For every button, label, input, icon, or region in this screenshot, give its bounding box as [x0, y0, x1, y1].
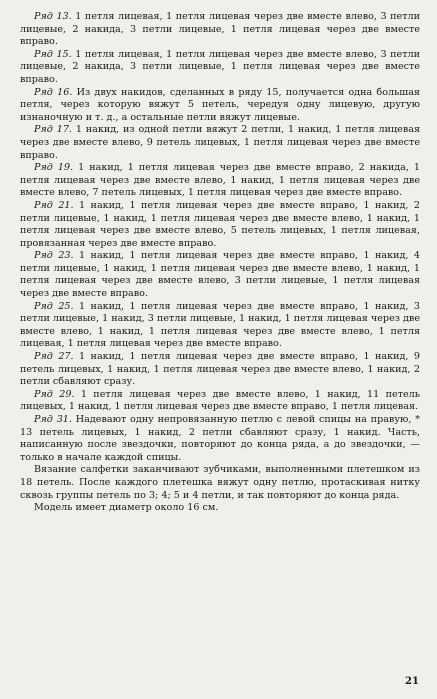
row-17-paragraph: [20, 124, 420, 162]
row-21-paragraph: [20, 200, 420, 250]
row-text: 1 накид, 1 петля лицевая через две вместе вправо, 1 накид, 9 петель лицевых, 1 накид, 1 петля лицевая через две вместе влево, 1 накид, 2 петли сбавляют сразу.: [20, 351, 420, 388]
row-label: Ряд 29.: [34, 388, 75, 400]
row-19-paragraph: [20, 162, 420, 200]
row-31-paragraph: [20, 414, 420, 464]
row-15-paragraph: [20, 49, 420, 87]
row-label: Ряд 19.: [34, 162, 74, 174]
row-text: 1 накид, 1 петля лицевая через две вместе вправо, 1 накид, 4 петли лицевые, 1 накид, 1 петля лицевая через две вместе влево, 1 накид, 1 петля лицевая через две вместе влево, 3 петли лицевые, 1 петля лицевая через две вместе вправо.: [20, 250, 420, 300]
row-label: Ряд 16.: [34, 86, 73, 98]
page-text: [20, 11, 420, 515]
row-label: Ряд 25.: [34, 300, 74, 312]
row-text: Надевают одну непровязанную петлю с левой спицы на правую, * 13 петель лицевых, 1 накид, 2 петли сбавляют сразу, 1 накид. Часть, написанную после звездочки, повторяют до конца ряда, а до звездочки, — только в начале каждой спицы.: [20, 414, 420, 463]
row-label: Ряд 15.: [34, 48, 72, 60]
row-text: 1 накид, 1 петля лицевая через две вместе вправо, 1 накид, 3 петли лицевые, 1 накид, 3 петли лицевые, 1 накид, 1 петля лицевая через две вместе влево, 1 накид, 1 петля лицевая через две вместе влево, 1 петля лицевая, 1 петля лицевая через две вместе вправо.: [20, 300, 421, 350]
row-25-paragraph: [20, 301, 420, 351]
row-23-paragraph: [20, 250, 420, 300]
row-text: 1 петля лицевая, 1 петля лицевая через две вместе влево, 3 петли лицевые, 2 накида, 3 петли лицевые, 1 петля лицевая через две вместе вправо.: [20, 11, 420, 48]
row-label: Ряд 23.: [34, 250, 74, 262]
row-label: Ряд 13.: [34, 11, 72, 22]
row-text: 1 петля лицевая, 1 петля лицевая через две вместе влево, 3 петли лицевые, 2 накида, 3 петли лицевые, 1 петля лицевая через две вместе вправо.: [20, 48, 420, 85]
row-text: 1 накид, из одной петли вяжут 2 петли, 1 накид, 1 петля лицевая через две вместе влево, 9 петель лицевых, 1 петля лицевая через две вместе вправо.: [20, 124, 420, 161]
row-text: 1 накид, 1 петля лицевая через две вместе вправо, 1 накид, 2 петли лицевые, 1 накид, 1 петля лицевая через две вместе влево, 1 накид, 1 петля лицевая через две вместе влево, 5 петель лицевых, 1 петля лицевая, провязанная через две вместе вправо.: [20, 199, 420, 249]
row-text: Из двух накидов, сделанных в ряду 15, получается одна большая петля, через которую вяжут 5 петель, чередуя одну лицевую, другую изнаночную и т. д., а остальные петли вяжут лицевые.: [20, 86, 420, 123]
paragraph-text: Вязание салфетки заканчивают зубчиками, выполненными плетешком из 18 петель. После каждого плетешка вяжут одну петлю, протаскивая нитку сквозь группы петель по 3; 4; 5 и 4 петли, и так повторяют до конца ряда.: [20, 464, 420, 501]
row-27-paragraph: [20, 351, 420, 389]
page-number: 21: [405, 676, 419, 687]
row-label: Ряд 31.: [34, 414, 72, 425]
row-13-paragraph: [20, 11, 420, 49]
paragraph-text: Модель имеет диаметр около 16 см.: [34, 502, 219, 514]
row-label: Ряд 17.: [34, 124, 72, 136]
model-diameter-paragraph: [20, 502, 420, 515]
row-text: 1 петля лицевая через две вместе влево, 1 накид, 11 петель лицевых, 1 накид, 1 петля лицевая через две вместе вправо, 1 петля лицевая.: [20, 388, 420, 413]
row-label: Ряд 27.: [34, 351, 74, 363]
row-29-paragraph: [20, 389, 420, 414]
finishing-paragraph: [20, 464, 420, 502]
row-text: 1 накид, 1 петля лицевая через две вместе вправо, 2 накида, 1 петля лицевая через две вместе влево, 1 накид, 1 петля лицевая через две вместе влево, 7 петель лицевых, 1 петля лицевая через две вместе вправо.: [20, 162, 420, 199]
row-label: Ряд 21.: [34, 199, 74, 211]
row-16-paragraph: [20, 87, 420, 125]
